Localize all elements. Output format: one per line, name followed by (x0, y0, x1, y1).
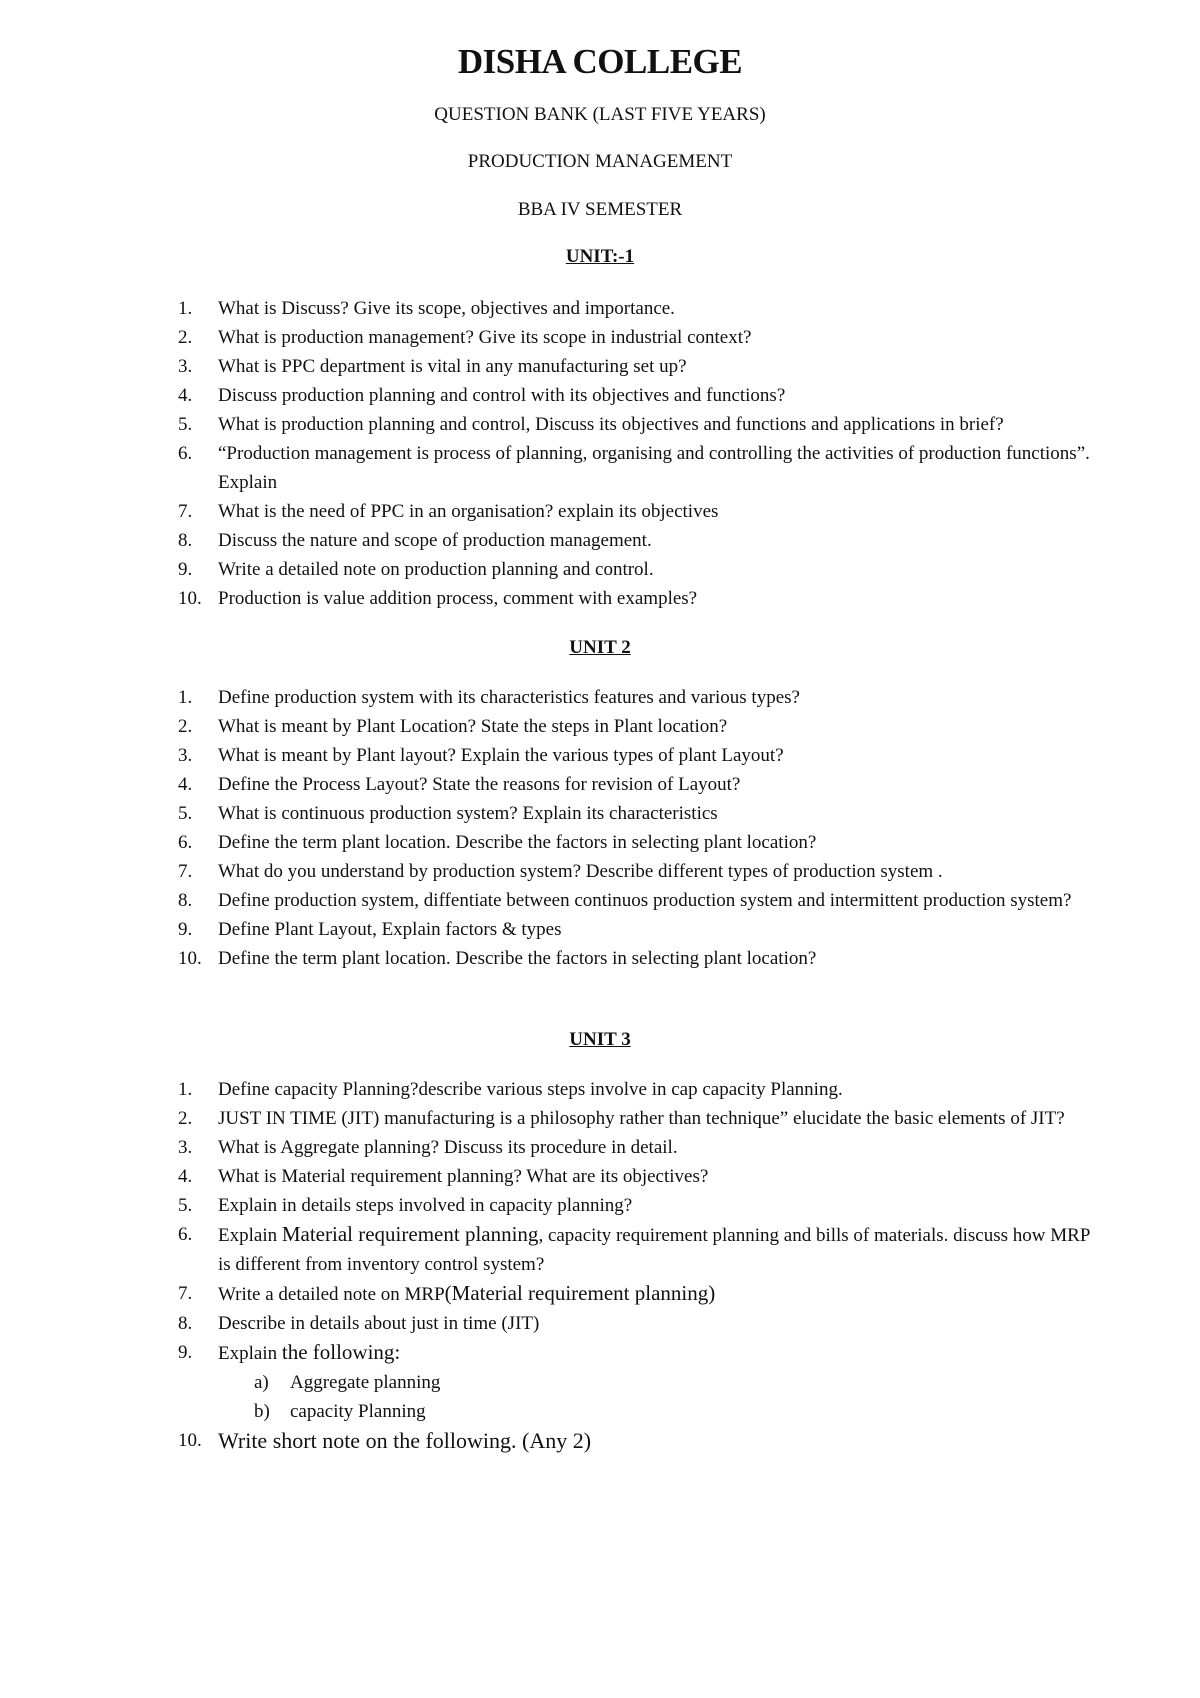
question-item (0, 526, 1200, 555)
question-item (0, 915, 1200, 944)
question-text: Define the term plant location. Describe the factors in selecting plant location? (218, 948, 817, 969)
question-number: 1. (178, 298, 193, 319)
question-text: Define capacity Planning?describe various steps involve in cap capacity Planning. (218, 1079, 843, 1100)
unit1-heading: UNIT:-1 (565, 246, 635, 267)
question-text: What is Material requirement planning? What are its objectives? (218, 1166, 709, 1187)
question-text-start: Explain (218, 1225, 282, 1246)
question-item (0, 683, 1200, 712)
question-number: 8. (178, 530, 193, 551)
document-type: QUESTION BANK (LAST FIVE YEARS) (434, 104, 766, 125)
question-text-emphasis: (Material requirement planning) (444, 1281, 716, 1305)
question-item (0, 944, 1200, 973)
question-number: 10. (178, 948, 202, 969)
question-item (0, 584, 1200, 613)
sub-question-list (218, 1368, 1100, 1426)
question-text: Explain in details steps involved in capacity planning? (218, 1195, 633, 1216)
question-number: 3. (178, 356, 193, 377)
question-item (0, 741, 1200, 770)
unit2-question-list (0, 683, 1200, 973)
question-text: Discuss production planning and control with its objectives and functions? (218, 385, 786, 406)
question-item (0, 410, 1200, 439)
question-text-end: , capacity requirement planning and bills of materials. discuss how MRP is different from inventory control system? (218, 1225, 1090, 1275)
question-number: 1. (178, 687, 193, 708)
question-text: What is continuous production system? Explain its characteristics (218, 803, 718, 824)
question-text: Write short note on the following. (Any 2) (218, 1428, 592, 1453)
question-item (0, 712, 1200, 741)
question-text: What is the need of PPC in an organisation? explain its objectives (218, 501, 719, 522)
sub-question-label: a) (254, 1372, 269, 1393)
question-item (0, 799, 1200, 828)
question-text: Write a detailed note on production planning and control. (218, 559, 654, 580)
question-text: JUST IN TIME (JIT) manufacturing is a philosophy rather than technique” elucidate the basic elements of JIT? (218, 1108, 1065, 1129)
question-number: 4. (178, 774, 193, 795)
question-number: 4. (178, 385, 193, 406)
question-item (0, 439, 1200, 497)
question-number: 6. (178, 832, 193, 853)
question-item (0, 1133, 1200, 1162)
question-text: Discuss the nature and scope of production management. (218, 530, 652, 551)
question-text-emphasis: Material requirement planning (281, 1222, 539, 1246)
question-text: What is meant by Plant Location? State the steps in Plant location? (218, 716, 728, 737)
question-text: Production is value addition process, comment with examples? (218, 588, 698, 609)
question-item (0, 1309, 1200, 1338)
question-text: What is Aggregate planning? Discuss its procedure in detail. (218, 1137, 678, 1158)
question-number: 8. (178, 1313, 193, 1334)
sub-question-item (218, 1368, 1100, 1397)
question-text: Define production system with its characteristics features and various types? (218, 687, 800, 708)
question-text: Describe in details about just in time (JIT) (218, 1313, 540, 1334)
question-item (0, 497, 1200, 526)
question-item (0, 857, 1200, 886)
question-number: 1. (178, 1079, 193, 1100)
question-number: 3. (178, 745, 193, 766)
course-title: BBA IV SEMESTER (517, 199, 683, 220)
question-text-emphasis: the following: (281, 1340, 401, 1364)
sub-question-item (218, 1397, 1100, 1426)
question-number: 7. (178, 861, 193, 882)
question-item (0, 1338, 1200, 1426)
sub-question-text: Aggregate planning (290, 1372, 441, 1393)
question-item (0, 1104, 1200, 1133)
question-text: Define the term plant location. Describe the factors in selecting plant location? (218, 832, 817, 853)
question-item (0, 1279, 1200, 1309)
sub-question-text: capacity Planning (290, 1401, 426, 1422)
sub-question-label: b) (254, 1401, 270, 1422)
question-number: 7. (178, 1283, 193, 1304)
question-item (0, 323, 1200, 352)
question-number: 6. (178, 1224, 193, 1245)
question-number: 10. (178, 1430, 202, 1451)
question-text: What is production management? Give its scope in industrial context? (218, 327, 752, 348)
question-item (0, 770, 1200, 799)
question-text: Define the Process Layout? State the reasons for revision of Layout? (218, 774, 741, 795)
question-text: Define production system, diffentiate between continuos production system and intermittent production system? (218, 890, 1072, 911)
question-number: 2. (178, 327, 193, 348)
unit2-heading: UNIT 2 (569, 637, 631, 658)
question-number: 5. (178, 803, 193, 824)
question-number: 5. (178, 1195, 193, 1216)
question-item (0, 886, 1200, 915)
question-text: What is Discuss? Give its scope, objectives and importance. (218, 298, 675, 319)
unit3-heading: UNIT 3 (569, 1029, 631, 1050)
subject-title: PRODUCTION MANAGEMENT (467, 151, 733, 172)
question-item (0, 381, 1200, 410)
question-item (0, 1426, 1200, 1455)
question-number: 9. (178, 559, 193, 580)
question-text: What do you understand by production system? Describe different types of production system . (218, 861, 943, 882)
question-text-start: Write a detailed note on MRP (218, 1284, 445, 1305)
question-item (0, 1075, 1200, 1104)
question-number: 8. (178, 890, 193, 911)
question-item (0, 294, 1200, 323)
question-number: 5. (178, 414, 193, 435)
question-number: 6. (178, 443, 193, 464)
question-item (0, 1162, 1200, 1191)
question-number: 10. (178, 588, 202, 609)
college-title: DISHA COLLEGE (457, 42, 743, 81)
question-number: 4. (178, 1166, 193, 1187)
question-text: What is production planning and control, Discuss its objectives and functions and applications in brief? (218, 414, 1004, 435)
question-number: 3. (178, 1137, 193, 1158)
question-number: 2. (178, 716, 193, 737)
question-text-start: Explain (218, 1343, 282, 1364)
question-text: What is PPC department is vital in any manufacturing set up? (218, 356, 687, 377)
question-item (0, 555, 1200, 584)
question-number: 7. (178, 501, 193, 522)
question-number: 9. (178, 919, 193, 940)
unit3-question-list (0, 1075, 1200, 1455)
question-item (0, 1220, 1200, 1279)
question-item (0, 1191, 1200, 1220)
question-item (0, 352, 1200, 381)
question-number: 9. (178, 1342, 193, 1363)
question-number: 2. (178, 1108, 193, 1129)
question-text: “Production management is process of planning, organising and controlling the activities of production functions”. Explain (218, 443, 1090, 493)
unit1-question-list (0, 294, 1200, 613)
question-text: What is meant by Plant layout? Explain the various types of plant Layout? (218, 745, 784, 766)
question-item (0, 828, 1200, 857)
question-text: Define Plant Layout, Explain factors & types (218, 919, 562, 940)
